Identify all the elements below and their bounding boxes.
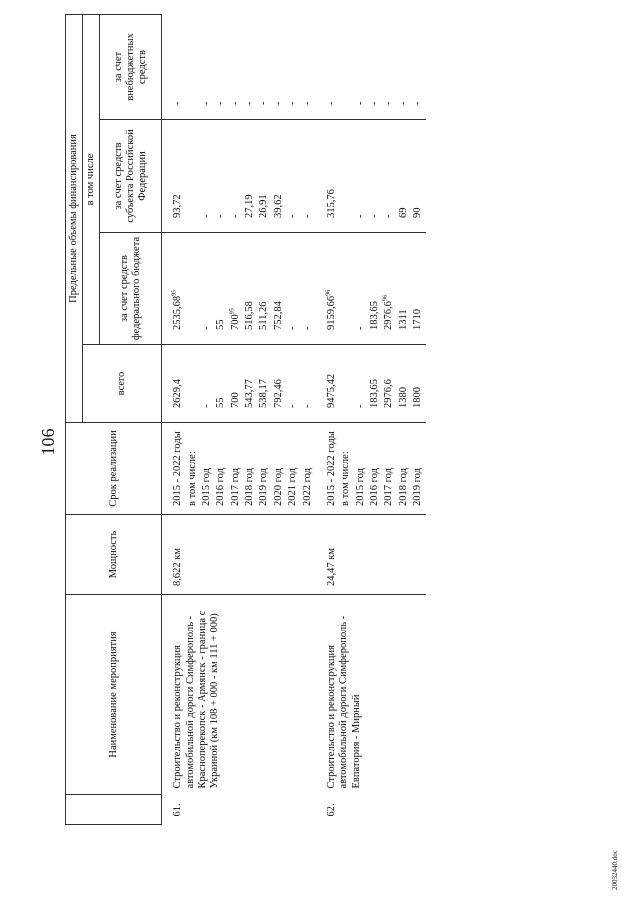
row-period: 2022 год xyxy=(301,423,315,515)
row-nonbudget: - xyxy=(200,15,214,120)
row-nonbudget: - xyxy=(162,15,186,120)
row-nonbudget: - xyxy=(301,15,315,120)
row-nonbudget: - xyxy=(286,15,300,120)
row-nonbudget: - xyxy=(229,15,243,120)
rotated-table-container xyxy=(65,15,565,825)
row-federal: 511,26 xyxy=(257,233,271,345)
row-period: 2016 год xyxy=(368,423,382,515)
row-period: 2020 год xyxy=(272,423,286,515)
row-period: 2018 год xyxy=(397,423,411,515)
row-federal: $700^{95}$ xyxy=(229,233,243,345)
row-period: 2015 - 2022 годы xyxy=(325,423,339,515)
row-total: - xyxy=(354,345,368,423)
row-nonbudget: - xyxy=(354,15,368,120)
row-federal: 2976,6$^{96}$ xyxy=(382,233,396,345)
row-num: 62. xyxy=(325,803,337,817)
header-federal: за счет средств федерального бюджета xyxy=(100,233,162,345)
row-period: 2015 - 2022 годы xyxy=(162,423,186,515)
row-total: 538,17 xyxy=(257,345,271,423)
row-period: в том числе: xyxy=(339,423,353,515)
row-federal: 9159,66$^{96}$ xyxy=(325,233,339,345)
row-subject: - xyxy=(229,120,243,233)
row-period: 2018 год xyxy=(243,423,257,515)
row-federal: 1311 xyxy=(397,233,411,345)
row-total: - xyxy=(286,345,300,423)
row-subject: - xyxy=(368,120,382,233)
financing-table xyxy=(65,14,426,825)
row-nonbudget: - xyxy=(243,15,257,120)
table-header xyxy=(66,15,162,825)
row-subject: 90 xyxy=(411,120,425,233)
row-nonbudget: - xyxy=(397,15,411,120)
row-power: 24,47 км xyxy=(325,515,339,595)
row-total: 2976,6 xyxy=(382,345,396,423)
row-total: 1380 xyxy=(397,345,411,423)
row-period: в том числе: xyxy=(186,423,200,515)
header-power: Мощность xyxy=(66,515,162,595)
header-limits: Предельные объемы финансирования xyxy=(66,15,83,423)
table-row xyxy=(162,15,186,825)
row-period: 2017 год xyxy=(382,423,396,515)
row-subject: - xyxy=(382,120,396,233)
row-period: 2016 год xyxy=(214,423,228,515)
row-subject: 69 xyxy=(397,120,411,233)
row-subject: - xyxy=(301,120,315,233)
row-period: 2021 год xyxy=(286,423,300,515)
row-federal: - xyxy=(354,233,368,345)
row-num: 61. xyxy=(172,803,184,817)
row-total: 792,46 xyxy=(272,345,286,423)
header-nonbudget: за счет внебюджетных средств xyxy=(100,15,162,120)
row-federal: 2535,68$^{95}$ xyxy=(162,233,186,345)
row-subject: - xyxy=(214,120,228,233)
header-num xyxy=(66,795,162,825)
row-subject: - xyxy=(200,120,214,233)
row-name: Строительство и реконструкция автомобильной дороги Симферополь - Красноперекопск - Армянск - граница с Украиной (км 108 + 000 - км 111 + 000) xyxy=(172,610,221,789)
row-name: Строительство и реконструкция автомобильной дороги Симферополь - Евпатория - Мирный xyxy=(325,615,362,789)
row-federal: 183,65 xyxy=(368,233,382,345)
row-federal: - xyxy=(200,233,214,345)
row-total: 543,77 xyxy=(243,345,257,423)
header-total: всего xyxy=(83,345,162,423)
header-period: Срок реализации xyxy=(66,423,162,515)
row-nonbudget: - xyxy=(214,15,228,120)
row-subject: - xyxy=(286,120,300,233)
row-federal: - xyxy=(286,233,300,345)
row-nonbudget: - xyxy=(368,15,382,120)
row-federal: 1710 xyxy=(411,233,425,345)
row-subject: 26,91 xyxy=(257,120,271,233)
row-subject: 93,72 xyxy=(162,120,186,233)
header-incl: в том числе xyxy=(83,15,100,345)
header-subject: за счет средств субъекта Российской Федерации xyxy=(100,120,162,233)
row-subject: 27,19 xyxy=(243,120,257,233)
row-period: 2015 год xyxy=(354,423,368,515)
row-period: 2017 год xyxy=(229,423,243,515)
row-subject: 39,62 xyxy=(272,120,286,233)
row-total: 9475,42 xyxy=(325,345,339,423)
row-nonbudget: - xyxy=(272,15,286,120)
row-nonbudget: - xyxy=(411,15,425,120)
row-period: 2019 год xyxy=(411,423,425,515)
row-federal: 516,58 xyxy=(243,233,257,345)
row-nonbudget: - xyxy=(382,15,396,120)
row-total: 1800 xyxy=(411,345,425,423)
page-number: 106 xyxy=(38,428,58,456)
row-period: 2015 год xyxy=(200,423,214,515)
row-subject: 315,76 xyxy=(325,120,339,233)
row-federal: - xyxy=(301,233,315,345)
row-total: 55 xyxy=(214,345,228,423)
row-period: 2019 год xyxy=(257,423,271,515)
row-subject: - xyxy=(354,120,368,233)
row-total: - xyxy=(200,345,214,423)
row-total: 183,65 xyxy=(368,345,382,423)
row-total: 700 xyxy=(229,345,243,423)
table-body xyxy=(162,15,426,825)
table-row xyxy=(325,15,339,825)
row-nonbudget: - xyxy=(257,15,271,120)
row-total: - xyxy=(301,345,315,423)
header-name: Наименование мероприятия xyxy=(66,595,162,795)
row-total: 2629,4 xyxy=(162,345,186,423)
row-nonbudget: - xyxy=(325,15,339,120)
row-federal: 55 xyxy=(214,233,228,345)
row-power: 8,622 км xyxy=(162,515,186,595)
row-federal: 752,84 xyxy=(272,233,286,345)
document-id: 20032440.doc xyxy=(611,850,619,890)
